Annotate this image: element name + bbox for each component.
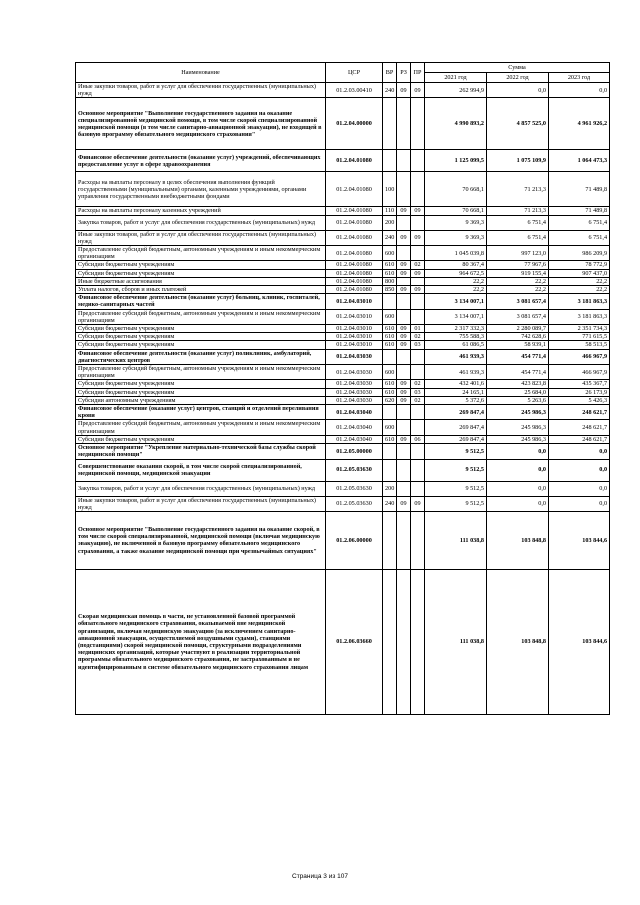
table-cell-vr [383, 405, 397, 420]
table-cell-vr [383, 294, 397, 309]
table-cell-rz [397, 277, 411, 285]
table-cell-pr [411, 365, 425, 380]
header-vr: ВР [383, 63, 397, 83]
table-cell-csr: 01.2.04.03030 [326, 396, 383, 404]
table-cell-2022: 742 628,6 [487, 333, 549, 341]
table-cell-csr: 01.2.06.00000 [326, 511, 383, 569]
header-year-2023: 2023 год [549, 73, 610, 83]
table-cell-2022: 0,0 [487, 481, 549, 496]
table-row [76, 405, 610, 420]
table-cell-2023: 22,2 [549, 286, 610, 294]
table-cell-vr: 600 [383, 309, 397, 324]
table-row [76, 230, 610, 245]
table-cell-csr: 01.2.04.03030 [326, 365, 383, 380]
table-cell-2022: 22,2 [487, 277, 549, 285]
table-cell-2021: 5 372,6 [425, 396, 487, 404]
table-cell-name: Иные закупки товаров, работ и услуг для обеспечения государственных (муниципальных) нужд [76, 496, 326, 511]
table-cell-2023: 248 621,7 [549, 435, 610, 443]
table-cell-pr [411, 481, 425, 496]
table-cell-csr: 01.2.04.01080 [326, 172, 383, 207]
table-cell-name: Субсидии бюджетным учреждениям [76, 269, 326, 277]
table-cell-2022: 103 848,8 [487, 569, 549, 714]
table-cell-name: Иные закупки товаров, работ и услуг для обеспечения государственных (муниципальных) нужд [76, 83, 326, 98]
table-cell-name: Основное мероприятие "Укрепление материально-технической базы службы скорой медицинской помощи" [76, 444, 326, 459]
table-cell-2021: 9 369,3 [425, 230, 487, 245]
table-cell-2021: 269 847,4 [425, 405, 487, 420]
table-cell-csr: 01.2.05.03630 [326, 459, 383, 481]
table-cell-2023: 22,2 [549, 277, 610, 285]
table-row [76, 269, 610, 277]
table-cell-2023: 0,0 [549, 83, 610, 98]
table-cell-csr: 01.2.06.03660 [326, 569, 383, 714]
table-cell-pr [411, 349, 425, 364]
table-cell-pr: 02 [411, 380, 425, 388]
table-cell-vr: 200 [383, 215, 397, 230]
table-cell-2023: 248 621,7 [549, 405, 610, 420]
table-cell-2023: 466 967,9 [549, 365, 610, 380]
table-cell-rz: 09 [397, 333, 411, 341]
table-cell-2021: 3 134 007,1 [425, 294, 487, 309]
table-cell-rz: 09 [397, 388, 411, 396]
table-cell-2022: 245 986,3 [487, 405, 549, 420]
table-cell-vr: 600 [383, 246, 397, 261]
table-cell-vr [383, 98, 397, 150]
table-cell-2022: 77 967,6 [487, 261, 549, 269]
table-cell-2021: 111 038,8 [425, 569, 487, 714]
table-cell-pr: 09 [411, 207, 425, 215]
table-cell-rz: 09 [397, 496, 411, 511]
table-cell-2022: 245 986,3 [487, 435, 549, 443]
table-row [76, 294, 610, 309]
table-row [76, 325, 610, 333]
table-cell-vr: 600 [383, 365, 397, 380]
table-row [76, 261, 610, 269]
table-cell-csr: 01.2.04.03030 [326, 388, 383, 396]
table-cell-csr: 01.2.04.03040 [326, 405, 383, 420]
table-cell-name: Субсидии бюджетным учреждениям [76, 341, 326, 349]
table-cell-vr: 240 [383, 83, 397, 98]
table-cell-pr [411, 215, 425, 230]
table-cell-name: Предоставление субсидий бюджетным, автономным учреждениям и иным некоммерческим организациям [76, 365, 326, 380]
table-cell-name: Финансовое обеспечение деятельности (оказание услуг) больниц, клиник, госпиталей, медико-санитарных частей [76, 294, 326, 309]
table-cell-pr [411, 294, 425, 309]
table-cell-name: Закупка товаров, работ и услуг для обеспечения государственных (муниципальных) нужд [76, 215, 326, 230]
table-cell-pr [411, 420, 425, 435]
table-cell-pr: 01 [411, 325, 425, 333]
table-cell-name: Субсидии бюджетным учреждениям [76, 388, 326, 396]
table-cell-2021: 269 847,4 [425, 435, 487, 443]
table-cell-csr: 01.2.04.01080 [326, 269, 383, 277]
table-row [76, 341, 610, 349]
table-body [76, 83, 610, 715]
table-cell-rz: 09 [397, 269, 411, 277]
table-cell-2021: 9 369,3 [425, 215, 487, 230]
table-cell-vr: 240 [383, 230, 397, 245]
table-cell-rz [397, 444, 411, 459]
table-cell-2021: 22,2 [425, 277, 487, 285]
table-cell-pr: 09 [411, 83, 425, 98]
table-cell-pr [411, 309, 425, 324]
header-rz: РЗ [397, 63, 411, 83]
table-cell-2023: 0,0 [549, 481, 610, 496]
table-cell-pr: 02 [411, 396, 425, 404]
table-cell-2021: 80 367,4 [425, 261, 487, 269]
table-cell-vr: 800 [383, 277, 397, 285]
table-cell-rz [397, 569, 411, 714]
table-cell-csr: 01.2.04.03010 [326, 294, 383, 309]
table-row [76, 444, 610, 459]
table-cell-2022: 0,0 [487, 83, 549, 98]
table-cell-vr [383, 511, 397, 569]
table-cell-2023: 71 489,8 [549, 207, 610, 215]
table-cell-2023: 3 181 863,3 [549, 309, 610, 324]
table-cell-vr: 610 [383, 341, 397, 349]
table-cell-pr: 09 [411, 286, 425, 294]
table-cell-2022: 3 081 657,4 [487, 309, 549, 324]
table-cell-2022: 103 848,8 [487, 511, 549, 569]
table-cell-csr: 01.2.04.03010 [326, 325, 383, 333]
table-cell-2022: 997 123,0 [487, 246, 549, 261]
table-cell-vr: 850 [383, 286, 397, 294]
table-cell-2022: 454 771,4 [487, 365, 549, 380]
table-cell-csr: 01.2.05.03630 [326, 496, 383, 511]
table-row [76, 459, 610, 481]
table-cell-name: Субсидии бюджетным учреждениям [76, 261, 326, 269]
table-cell-vr: 100 [383, 172, 397, 207]
table-cell-pr [411, 511, 425, 569]
table-cell-2023: 986 209,9 [549, 246, 610, 261]
table-row [76, 172, 610, 207]
table-row [76, 309, 610, 324]
table-cell-vr: 620 [383, 396, 397, 404]
table-cell-pr: 02 [411, 261, 425, 269]
table-cell-2021: 22,2 [425, 286, 487, 294]
table-cell-rz: 09 [397, 380, 411, 388]
table-cell-csr: 01.2.04.01080 [326, 230, 383, 245]
table-cell-name: Субсидии бюджетным учреждениям [76, 435, 326, 443]
table-cell-name: Субсидии бюджетным учреждениям [76, 380, 326, 388]
table-cell-2021: 964 672,5 [425, 269, 487, 277]
table-cell-rz [397, 511, 411, 569]
table-cell-name: Субсидии бюджетным учреждениям [76, 333, 326, 341]
table-cell-vr: 610 [383, 380, 397, 388]
table-cell-2022: 919 155,4 [487, 269, 549, 277]
table-cell-csr: 01.2.04.01080 [326, 261, 383, 269]
table-cell-2022: 0,0 [487, 444, 549, 459]
table-cell-pr [411, 277, 425, 285]
table-cell-2023: 78 772,9 [549, 261, 610, 269]
table-cell-name: Основное мероприятие "Выполнение государственного задания на оказание скорой, в том числе скорой специализированной, медицинской помощи (включая медицинскую эвакуацию), не включенной в базовую программу обязательного медицинского страхования, а также оказание медицинской помощи при чрезвычайных ситуациях" [76, 511, 326, 569]
table-cell-2022: 6 751,4 [487, 230, 549, 245]
table-cell-pr [411, 98, 425, 150]
table-cell-pr: 09 [411, 496, 425, 511]
table-cell-name: Предоставление субсидий бюджетным, автономным учреждениям и иным некоммерческим организациям [76, 420, 326, 435]
table-cell-rz: 09 [397, 435, 411, 443]
table-cell-2022: 58 939,1 [487, 341, 549, 349]
table-cell-rz [397, 481, 411, 496]
table-cell-rz: 09 [397, 286, 411, 294]
table-cell-2022: 0,0 [487, 459, 549, 481]
table-cell-rz [397, 349, 411, 364]
table-row [76, 496, 610, 511]
header-csr: ЦСР [326, 63, 383, 83]
table-cell-2021: 432 401,6 [425, 380, 487, 388]
table-row [76, 83, 610, 98]
table-cell-rz [397, 309, 411, 324]
table-cell-vr: 610 [383, 261, 397, 269]
table-cell-name: Предоставление субсидий бюджетным, автономным учреждениям и иным некоммерческим организациям [76, 309, 326, 324]
table-cell-csr: 01.2.04.03030 [326, 380, 383, 388]
table-cell-2021: 70 668,1 [425, 172, 487, 207]
table-cell-pr [411, 405, 425, 420]
table-cell-csr: 01.2.04.03040 [326, 435, 383, 443]
table-cell-pr: 03 [411, 341, 425, 349]
table-cell-2023: 6 751,4 [549, 230, 610, 245]
table-row [76, 150, 610, 172]
table-cell-2022: 0,0 [487, 496, 549, 511]
table-cell-name: Предоставление субсидий бюджетным, автономным учреждениям и иным некоммерческим организациям [76, 246, 326, 261]
table-cell-csr: 01.2.04.01080 [326, 207, 383, 215]
table-cell-name: Финансовое обеспечение деятельности (оказание услуг) поликлиник, амбулаторий, диагностических центров [76, 349, 326, 364]
table-cell-pr: 09 [411, 269, 425, 277]
table-cell-rz [397, 459, 411, 481]
table-cell-2022: 6 751,4 [487, 215, 549, 230]
table-cell-2021: 70 668,1 [425, 207, 487, 215]
table-cell-pr [411, 246, 425, 261]
table-cell-2021: 269 847,4 [425, 420, 487, 435]
table-cell-2021: 461 939,3 [425, 365, 487, 380]
table-row [76, 246, 610, 261]
table-cell-2021: 262 994,9 [425, 83, 487, 98]
table-cell-name: Расходы на выплаты персоналу в целях обеспечения выполнения функций государственными (муниципальными) органами, казенными учреждениями, органами управления государственными внебюджетными фондами [76, 172, 326, 207]
table-cell-rz: 09 [397, 396, 411, 404]
table-cell-2023: 771 615,5 [549, 333, 610, 341]
table-row [76, 511, 610, 569]
table-cell-2023: 103 844,6 [549, 511, 610, 569]
table-cell-2023: 6 751,4 [549, 215, 610, 230]
table-cell-2023: 248 621,7 [549, 420, 610, 435]
table-cell-vr [383, 459, 397, 481]
table-cell-name: Уплата налогов, сборов и иных платежей [76, 286, 326, 294]
table-cell-vr: 200 [383, 481, 397, 496]
table-cell-2022: 25 684,0 [487, 388, 549, 396]
table-cell-vr: 610 [383, 325, 397, 333]
table-cell-2022: 245 986,3 [487, 420, 549, 435]
table-cell-csr: 01.2.03.00410 [326, 83, 383, 98]
table-cell-rz: 09 [397, 83, 411, 98]
table-cell-csr: 01.2.04.01080 [326, 286, 383, 294]
table-cell-2023: 4 961 926,2 [549, 98, 610, 150]
table-cell-pr: 03 [411, 388, 425, 396]
table-cell-2022: 71 213,3 [487, 207, 549, 215]
table-row [76, 420, 610, 435]
table-cell-2022: 5 263,6 [487, 396, 549, 404]
table-cell-2023: 58 513,5 [549, 341, 610, 349]
table-cell-rz: 09 [397, 207, 411, 215]
table-cell-2023: 71 489,8 [549, 172, 610, 207]
table-cell-name: Закупка товаров, работ и услуг для обеспечения государственных (муниципальных) нужд [76, 481, 326, 496]
table-row [76, 435, 610, 443]
table-cell-csr: 01.2.04.03010 [326, 341, 383, 349]
table-cell-rz [397, 98, 411, 150]
table-cell-csr: 01.2.04.03010 [326, 309, 383, 324]
table-cell-2021: 755 588,3 [425, 333, 487, 341]
table-cell-name: Расходы на выплаты персоналу казенных учреждений [76, 207, 326, 215]
table-cell-name: Иные бюджетные ассигнования [76, 277, 326, 285]
table-row [76, 207, 610, 215]
table-cell-vr: 610 [383, 269, 397, 277]
table-cell-csr: 01.2.04.03030 [326, 349, 383, 364]
table-cell-rz [397, 365, 411, 380]
table-row [76, 380, 610, 388]
table-cell-pr [411, 569, 425, 714]
table-cell-rz [397, 405, 411, 420]
table-row [76, 277, 610, 285]
table-cell-rz [397, 215, 411, 230]
table-cell-2023: 0,0 [549, 496, 610, 511]
table-cell-2022: 1 075 109,9 [487, 150, 549, 172]
table-cell-2023: 0,0 [549, 444, 610, 459]
table-cell-2021: 2 317 332,3 [425, 325, 487, 333]
table-row [76, 349, 610, 364]
header-name: Наименование [76, 63, 326, 83]
table-cell-2023: 466 967,9 [549, 349, 610, 364]
budget-table [75, 62, 610, 715]
table-cell-pr: 06 [411, 435, 425, 443]
table-row [76, 215, 610, 230]
table-cell-name: Основное мероприятие "Выполнение государственного задания на оказание специализированной медицинской помощи, в том числе скорой специализированной медицинской помощи (в том числе санитарно-авиационной эвакуации), не входящей в базовую программу обязательного медицинского страхования" [76, 98, 326, 150]
table-cell-rz [397, 420, 411, 435]
table-cell-name: Субсидии бюджетным учреждениям [76, 325, 326, 333]
table-cell-name: Финансовое обеспечение деятельности (оказание услуг) учреждений, обеспечивающих предоставление услуг в сфере здравоохранения [76, 150, 326, 172]
table-cell-2023: 435 367,7 [549, 380, 610, 388]
table-cell-2021: 4 990 893,2 [425, 98, 487, 150]
table-cell-vr: 610 [383, 388, 397, 396]
table-cell-2021: 61 086,5 [425, 341, 487, 349]
table-cell-2022: 71 213,3 [487, 172, 549, 207]
table-cell-vr: 610 [383, 333, 397, 341]
table-cell-2022: 4 857 525,0 [487, 98, 549, 150]
table-cell-vr: 610 [383, 435, 397, 443]
header-sum: Сумма [425, 63, 610, 73]
page-number: Страница 3 из 107 [292, 873, 348, 880]
table-row [76, 365, 610, 380]
table-row [76, 396, 610, 404]
table-cell-rz: 09 [397, 341, 411, 349]
table-row [76, 98, 610, 150]
table-cell-2023: 5 426,3 [549, 396, 610, 404]
table-cell-2021: 9 512,5 [425, 496, 487, 511]
table-cell-csr: 01.2.04.00000 [326, 98, 383, 150]
table-cell-2021: 9 512,5 [425, 481, 487, 496]
table-cell-pr [411, 459, 425, 481]
table-cell-2021: 24 165,1 [425, 388, 487, 396]
table-cell-vr [383, 349, 397, 364]
table-cell-2021: 9 512,5 [425, 459, 487, 481]
table-row [76, 569, 610, 714]
table-cell-csr: 01.2.04.01080 [326, 215, 383, 230]
header-year-2022: 2022 год [487, 73, 549, 83]
table-row [76, 286, 610, 294]
table-cell-rz [397, 294, 411, 309]
table-cell-vr: 110 [383, 207, 397, 215]
table-cell-2023: 103 844,6 [549, 569, 610, 714]
table-cell-csr: 01.2.04.01080 [326, 277, 383, 285]
table-cell-vr [383, 569, 397, 714]
table-cell-name: Иные закупки товаров, работ и услуг для обеспечения государственных (муниципальных) нужд [76, 230, 326, 245]
table-cell-pr [411, 150, 425, 172]
table-row [76, 388, 610, 396]
table-cell-2021: 1 125 099,5 [425, 150, 487, 172]
table-cell-2023: 3 181 863,3 [549, 294, 610, 309]
table-cell-2023: 2 351 734,3 [549, 325, 610, 333]
table-cell-2022: 2 280 089,7 [487, 325, 549, 333]
table-cell-2022: 22,2 [487, 286, 549, 294]
table-cell-2021: 9 512,5 [425, 444, 487, 459]
table-cell-2022: 454 771,4 [487, 349, 549, 364]
table-cell-2023: 1 064 473,3 [549, 150, 610, 172]
table-cell-pr: 09 [411, 230, 425, 245]
table-cell-vr [383, 444, 397, 459]
table-cell-2022: 423 823,8 [487, 380, 549, 388]
table-cell-rz [397, 150, 411, 172]
table-cell-name: Финансовое обеспечение (оказание услуг) центров, станций и отделений переливания крови [76, 405, 326, 420]
table-cell-csr: 01.2.05.00000 [326, 444, 383, 459]
table-row [76, 481, 610, 496]
table-cell-pr: 02 [411, 333, 425, 341]
table-cell-rz: 09 [397, 325, 411, 333]
table-cell-vr [383, 150, 397, 172]
table-cell-name: Совершенствование оказания скорой, в том числе скорой специализированной, медицинской помощи, медицинской эвакуации [76, 459, 326, 481]
table-cell-pr [411, 444, 425, 459]
table-cell-2023: 907 437,0 [549, 269, 610, 277]
table-cell-pr [411, 172, 425, 207]
table-cell-rz: 09 [397, 230, 411, 245]
table-cell-2023: 0,0 [549, 459, 610, 481]
table-cell-vr: 600 [383, 420, 397, 435]
table-cell-rz [397, 246, 411, 261]
header-pr: ПР [411, 63, 425, 83]
table-cell-2023: 26 173,9 [549, 388, 610, 396]
table-cell-2021: 1 045 039,8 [425, 246, 487, 261]
table-cell-csr: 01.2.04.01080 [326, 246, 383, 261]
table-cell-csr: 01.2.05.03630 [326, 481, 383, 496]
table-cell-csr: 01.2.04.03040 [326, 420, 383, 435]
table-cell-csr: 01.2.04.01080 [326, 150, 383, 172]
table-cell-rz: 09 [397, 261, 411, 269]
table-cell-name: Скорая медицинская помощь в части, не установленной базовой программой обязательного медицинского страхования, оказываемой вне медицинской организации, включая медицинскую эвакуацию (за исключением санитарно-авиационной эвакуации, осуществляемой воздушными судами), станциями (подстанциями) скорой медицинской помощи, структурными подразделениями медицинских организаций, которые участвуют в реализации территориальной программы обязательного медицинского страхования, не застрахованным и не идентифицированным в системе обязательного медицинского страхования лицам [76, 569, 326, 714]
table-cell-2021: 111 038,8 [425, 511, 487, 569]
table-cell-rz [397, 172, 411, 207]
table-cell-2021: 461 939,3 [425, 349, 487, 364]
table-cell-vr: 240 [383, 496, 397, 511]
table-cell-name: Субсидии автономным учреждениям [76, 396, 326, 404]
table-cell-2022: 3 081 657,4 [487, 294, 549, 309]
table-cell-2021: 3 134 007,1 [425, 309, 487, 324]
table-row [76, 333, 610, 341]
header-year-2021: 2021 год [425, 73, 487, 83]
table-cell-csr: 01.2.04.03010 [326, 333, 383, 341]
